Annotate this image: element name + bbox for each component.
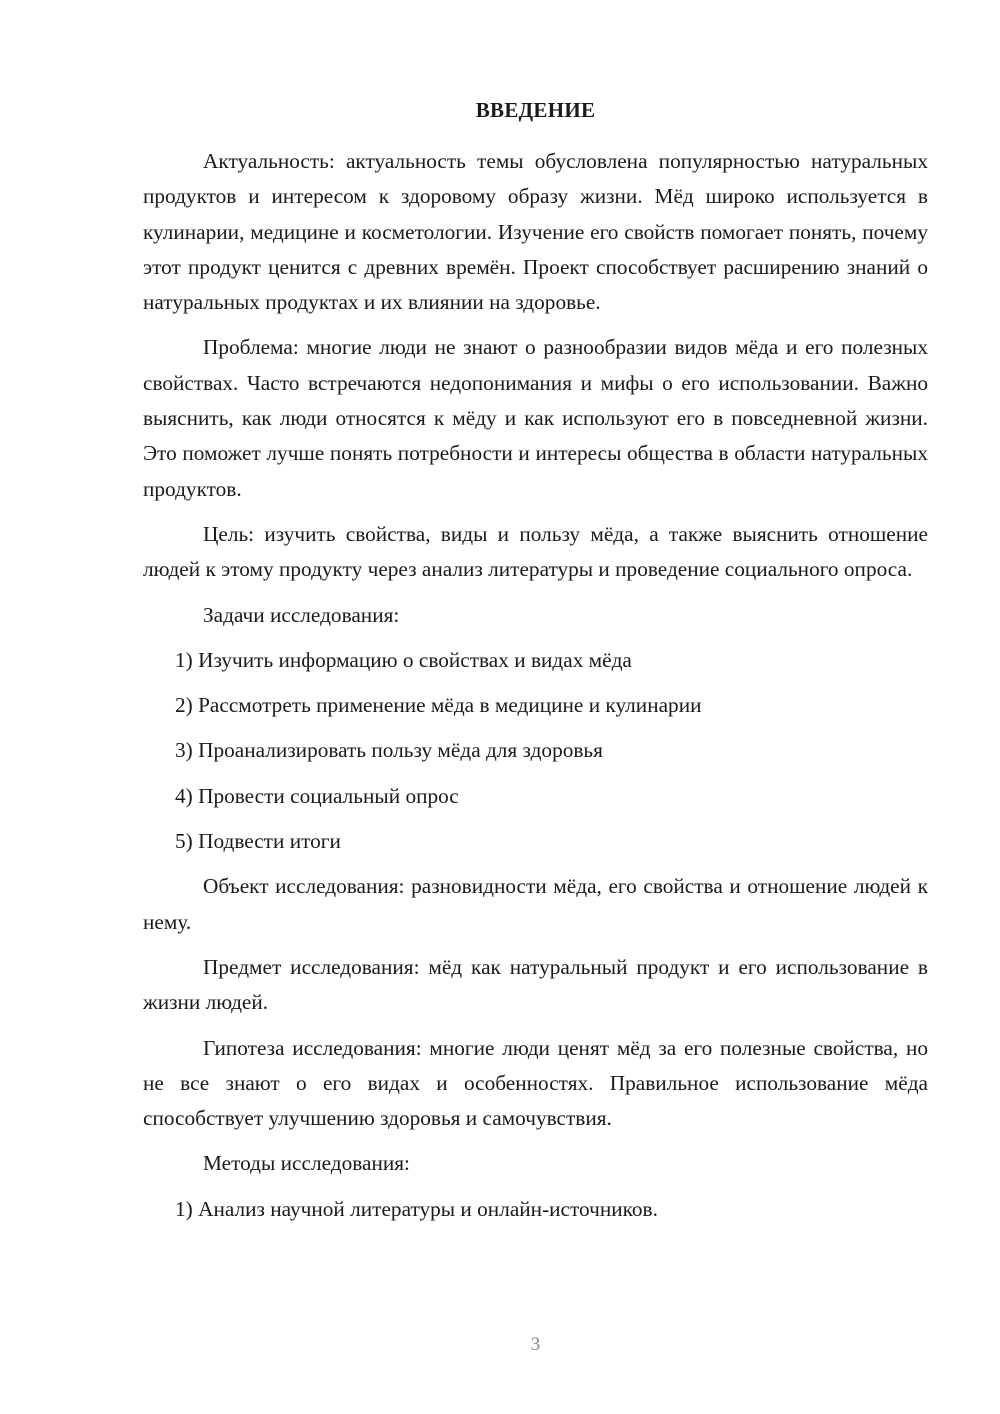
list-item: 1) Анализ научной литературы и онлайн-источников.	[175, 1196, 658, 1221]
subject-paragraph: Предмет исследования: мёд как натуральный продукт и его использование в жизни людей.	[143, 954, 928, 1015]
goal-paragraph: Цель: изучить свойства, виды и пользу мёда, а также выяснить отношение людей к этому продукту через анализ литературы и проведение социального опроса.	[143, 521, 928, 582]
document-body	[143, 144, 928, 1237]
object-paragraph: Объект исследования: разновидности мёда, его свойства и отношение людей к нему.	[143, 874, 928, 934]
relevance-paragraph: Актуальность: актуальность темы обусловлена популярностью натуральных продуктов и интересом к здоровому образу жизни. Мёд широко используется в кулинарии, медицине и косметологии. Изучение его свойств помогает понять, почему этот продукт ценится с древних времён. Проект способствует расширению знаний о натуральных продуктах и их влиянии на здоровье.	[143, 149, 928, 315]
tasks-heading: Задачи исследования:	[203, 602, 400, 627]
document-page	[143, 0, 928, 1414]
list-item: 2) Рассмотреть применение мёда в медицине и кулинарии	[175, 693, 702, 718]
methods-list	[143, 1192, 928, 1227]
list-item: 1) Изучить информацию о свойствах и видах мёда	[175, 647, 632, 672]
hypothesis-paragraph: Гипотеза исследования: многие люди ценят мёд за его полезные свойства, но не все знают о его видах и особенностях. Правильное использование мёда способствует улучшению здоровья и самочувствия.	[143, 1035, 928, 1131]
list-item: 4) Провести социальный опрос	[175, 783, 459, 808]
list-item: 3) Проанализировать пользу мёда для здоровья	[175, 738, 603, 763]
problem-paragraph: Проблема: многие люди не знают о разнообразии видов мёда и его полезных свойствах. Часто встречаются недопонимания и мифы о его использовании. Важно выяснить, как люди относятся к мёду и как используют его в повседневной жизни. Это поможет лучше понять потребности и интересы общества в области натуральных продуктов.	[143, 335, 928, 501]
tasks-list	[143, 643, 928, 859]
page-title: ВВЕДЕНИЕ	[475, 98, 596, 122]
list-item: 5) Подвести итоги	[175, 829, 341, 854]
page-number: 3	[530, 1334, 541, 1355]
methods-heading: Методы исследования:	[203, 1151, 410, 1176]
